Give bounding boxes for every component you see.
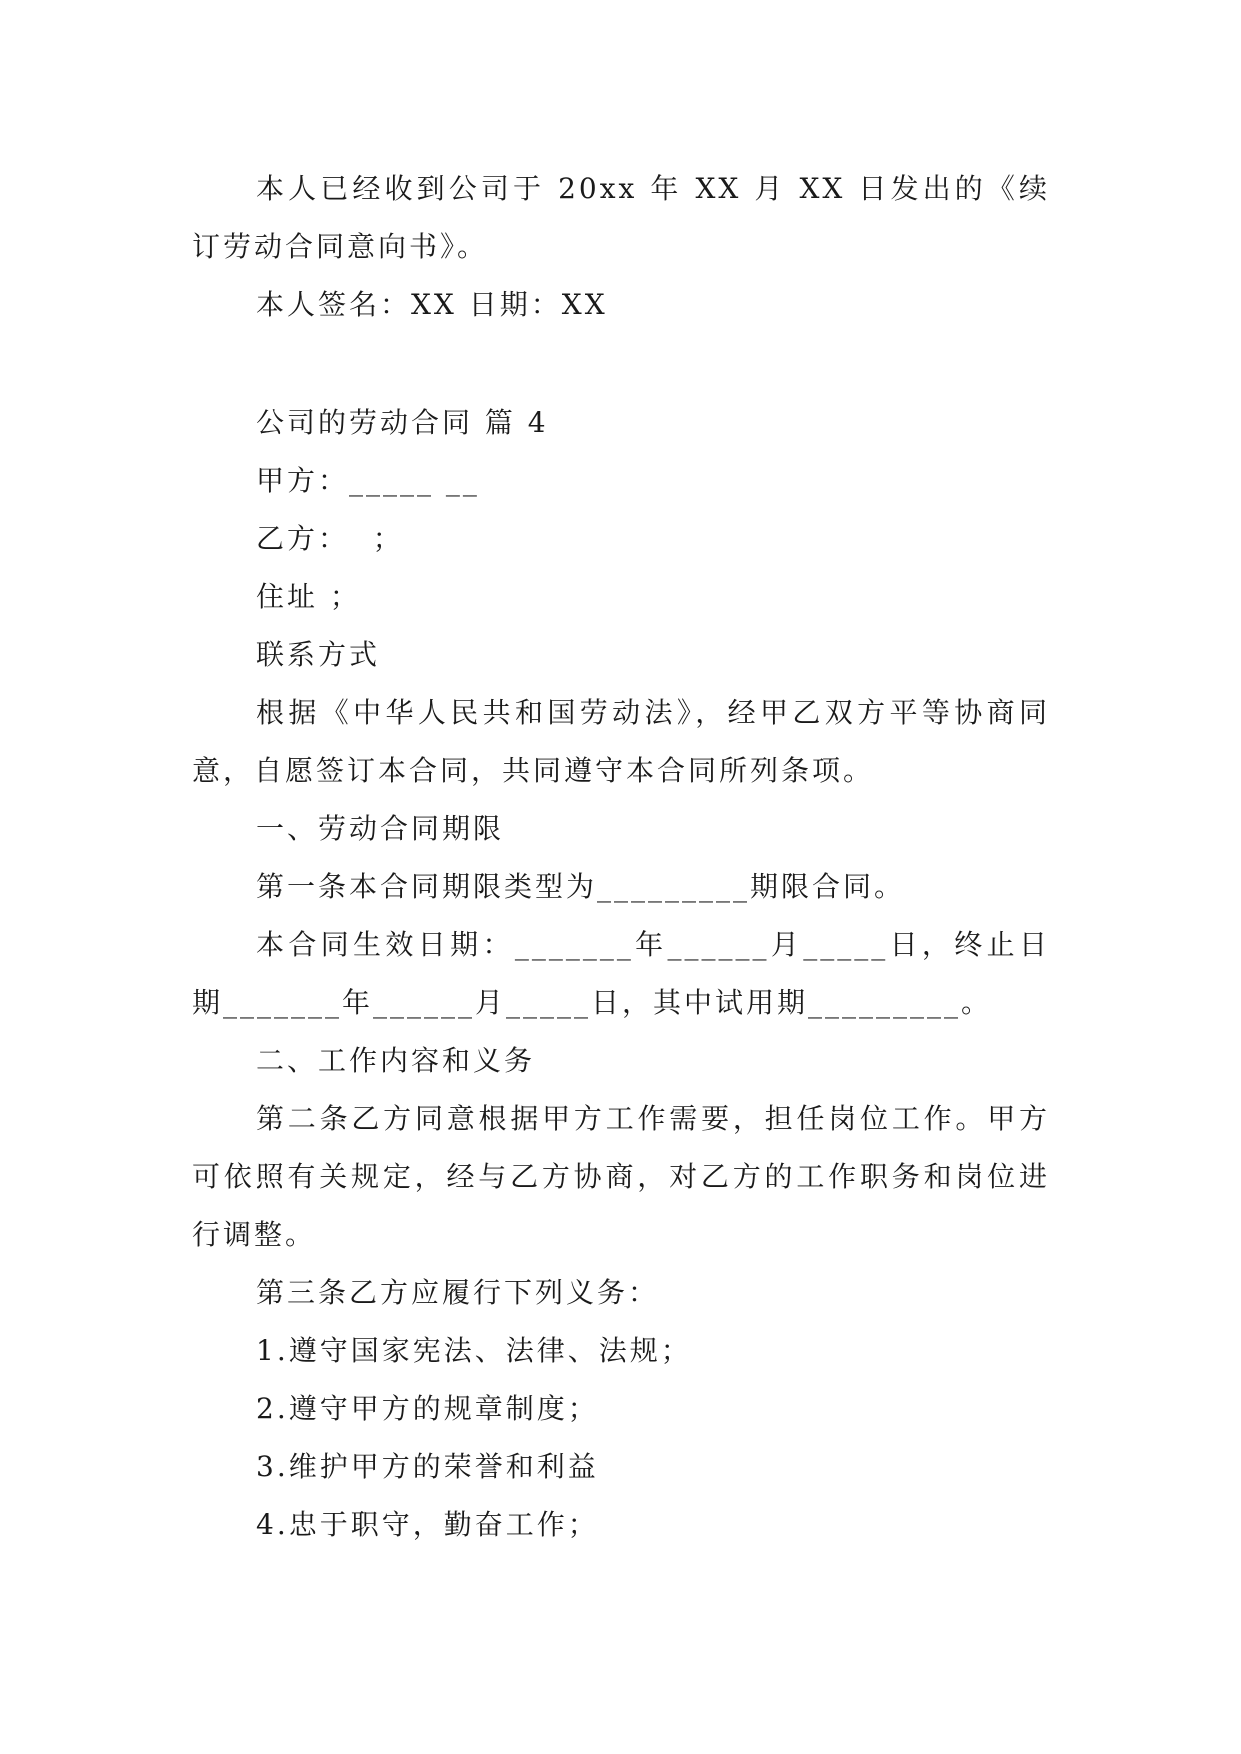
blank-line: [192, 334, 1050, 394]
party-a-line: 甲方：_____ __: [256, 464, 480, 497]
duty-item-4: 4.忠于职守，勤奋工作；: [256, 1508, 599, 1541]
address-line: 住址 ；: [256, 580, 361, 613]
article-3: 第三条乙方应履行下列义务：: [256, 1276, 660, 1309]
duty-item-3: 3.维护甲方的荣誉和利益: [256, 1450, 599, 1483]
section-title: 公司的劳动合同 篇 4: [256, 406, 549, 439]
article-1: 第一条本合同期限类型为_________期限合同。: [256, 870, 906, 903]
document-body: [192, 160, 1050, 1554]
heading-work-duties: 二、工作内容和义务: [256, 1044, 536, 1077]
paragraph-receipt-notice: 本人已经收到公司于 20xx 年 XX 月 XX 日发出的《续订劳动合同意向书》。: [192, 172, 1050, 263]
heading-contract-term: 一、劳动合同期限: [256, 812, 505, 845]
contact-line: 联系方式: [256, 638, 381, 671]
party-b-line: 乙方： ；: [256, 522, 404, 555]
paragraph-preamble: 根据《中华人民共和国劳动法》，经甲乙双方平等协商同意，自愿签订本合同，共同遵守本合同所列条项。: [192, 696, 1050, 787]
paragraph-signature-date: 本人签名：XX 日期：XX: [256, 288, 608, 321]
paragraph-effective-dates: 本合同生效日期：_______年______月_____日，终止日期_______年______月_____日，其中试用期_________。: [192, 928, 1050, 1019]
duty-item-2: 2.遵守甲方的规章制度；: [256, 1392, 599, 1425]
duty-item-1: 1.遵守国家宪法、法律、法规；: [256, 1334, 692, 1367]
article-2: 第二条乙方同意根据甲方工作需要，担任岗位工作。甲方可依照有关规定，经与乙方协商，对乙方的工作职务和岗位进行调整。: [192, 1102, 1050, 1251]
